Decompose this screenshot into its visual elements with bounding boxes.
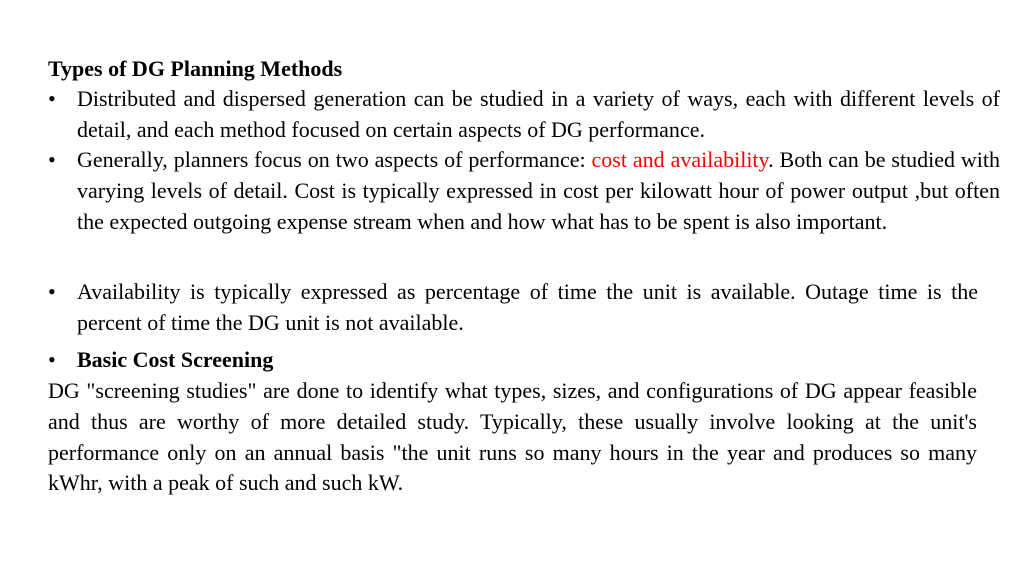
bullet-text-before: Generally, planners focus on two aspects of performance: <box>77 147 592 172</box>
bullet-marker: • <box>48 147 56 172</box>
bullet-item-availability <box>48 277 980 339</box>
bullet-item-performance-aspects <box>48 145 1000 269</box>
highlight-cost-availability: cost and availability <box>591 147 769 172</box>
bullet-item-dg-methods <box>48 84 1000 146</box>
bullet-marker: • <box>48 279 56 304</box>
bullet-marker: • <box>48 86 56 111</box>
slide-title: Types of DG Planning Methods <box>48 56 343 81</box>
bullet-item-basic-cost-screening <box>48 345 980 376</box>
bullet-text <box>77 145 1000 237</box>
bullet-marker: • <box>48 347 56 372</box>
section-heading: Basic Cost Screening <box>77 347 274 372</box>
bullet-text: Availability is typically expressed as percentage of time the unit is available. Outage time is the percent of time the DG unit is not available. <box>77 279 978 335</box>
bullet-text: Distributed and dispersed generation can be studied in a variety of ways, each with different levels of detail, and each method focused on certain aspects of DG performance. <box>77 86 1000 142</box>
screening-paragraph: DG "screening studies" are done to identify what types, sizes, and configurations of DG appear feasible and thus are worthy of more detailed study. Typically, these usually involve looking at the unit's performance only on an annual basis "the unit runs so many hours in the year and produces so many kWhr, with a peak of such and such kW. <box>48 378 977 496</box>
bullet-text-after: . Both can be studied with varying levels of detail. Cost is typically expressed in cost per kilowatt hour of power output ,but often the expected outgoing expense stream when and how what has to be spent is also important. <box>77 147 1000 234</box>
